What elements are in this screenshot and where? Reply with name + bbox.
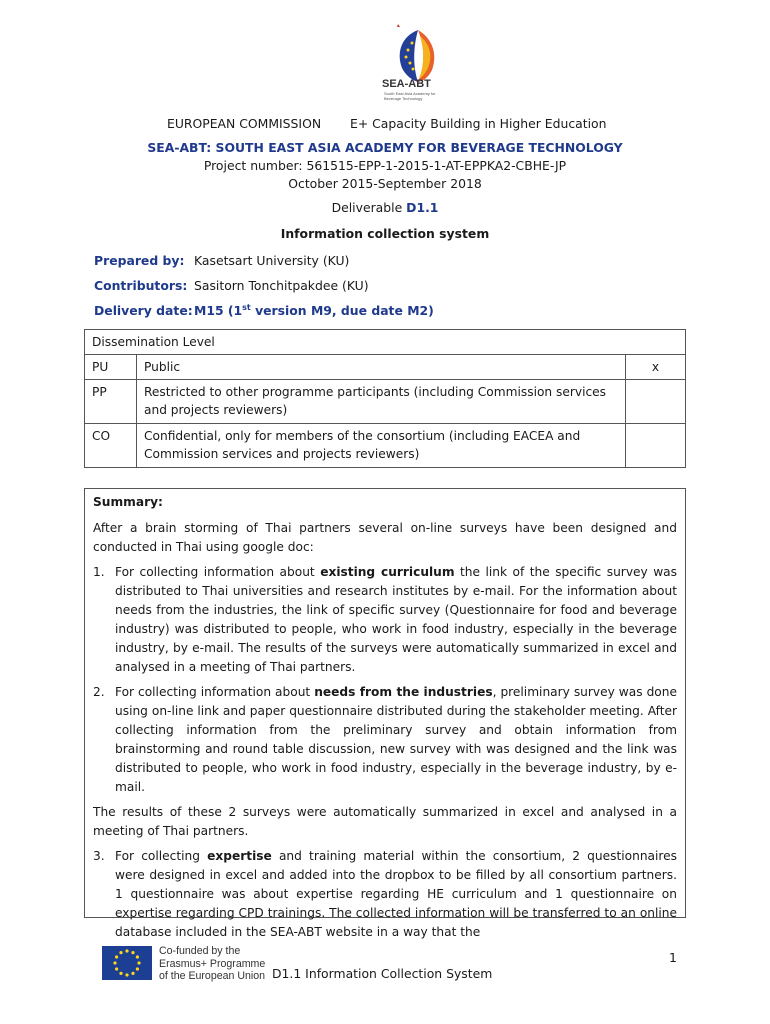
summary-middle: The results of these 2 surveys were automatically summarized in excel and analysed in a meeting of Thai partners. <box>93 805 677 838</box>
delivery-date-label: Delivery date: <box>94 303 193 318</box>
summary-intro: After a brain storming of Thai partners several on-line surveys have been designed and conducted in Thai using google doc: <box>93 521 677 554</box>
delivery-date-value: M15 (1st version M9, due date M2) <box>194 303 434 319</box>
summary-list-a <box>93 563 677 797</box>
contributors-value: Sasitorn Tonchitpakdee (KU) <box>194 278 369 293</box>
academy-title: SEA-ABT: SOUTH EAST ASIA ACADEMY FOR BEVERAGE TECHNOLOGY <box>147 140 623 155</box>
level-mark <box>626 424 686 468</box>
list-item: 3. For collecting expertise and training material within the consortium, 2 questionnaires were designed in excel and added into the dropbox to be filled by all consortium partners. 1 questionnaire was about expertise regarding HE curriculum and 1 questionnaire on expertise regarding CPD trainings. The collected information will be transferred to an online database included in the SEA-ABT website in a way that the <box>93 849 678 939</box>
deliverable-line <box>0 200 770 215</box>
level-mark <box>626 380 686 424</box>
eu-cofunding-label: Co-funded by the Erasmus+ Programme of the European Union <box>159 945 266 982</box>
dissemination-header-row <box>85 330 686 355</box>
logo-tagline-line-2: Beverage Technology <box>384 96 423 101</box>
project-number: Project number: 561515-EPP-1-2015-1-AT-EPPKA2-CBHE-JP <box>203 158 567 173</box>
level-code: PU <box>85 355 137 380</box>
level-mark: x <box>626 355 686 380</box>
level-description: Restricted to other programme participants (including Commission services and projects reviewers) <box>137 380 626 424</box>
table-row <box>85 380 686 424</box>
list-item: 1. For collecting information about existing curriculum the link of the specific survey was distributed to Thai universities and research institutes by e-mail. For the information about needs from the industries, the link of specific survey (Questionnaire for food and beverage industry) was distributed to people, who work in food industry, especially in the beverage industry, by e-mail. The results of the surveys were automatically summarized in excel and analysed in a meeting of Thai partners. <box>93 565 677 674</box>
programme-label: E+ Capacity Building in Higher Education <box>350 116 607 131</box>
deliverable-label: Deliverable <box>331 200 403 215</box>
list-item: 2. For collecting information about needs from the industries, preliminary survey was done using on-line link and paper questionnaire distributed during the stakeholder meeting. After collecting information from the preliminary survey and obtain information from brainstorming and round table discussion, new survey with was designed and the link was distributed to people, who work in food industry, especially in the beverage industry, by e-mail. <box>93 685 677 794</box>
level-code: PP <box>85 380 137 424</box>
summary-box <box>84 488 686 939</box>
eu-flag-icon <box>102 946 152 980</box>
page-number: 1 <box>669 950 677 965</box>
summary-list-b <box>93 847 677 942</box>
level-description: Public <box>137 355 626 380</box>
sea-abt-emblem-icon <box>378 22 458 102</box>
contributors-label: Contributors: <box>94 278 188 293</box>
sea-abt-logo <box>378 22 458 102</box>
logo-tagline <box>384 91 464 101</box>
dissemination-heading: Dissemination Level <box>85 330 686 355</box>
prepared-by-value: Kasetsart University (KU) <box>194 253 350 268</box>
table-row <box>85 355 686 380</box>
level-code: CO <box>85 424 137 468</box>
commission-label: EUROPEAN COMMISSION <box>167 116 322 131</box>
deliverable-id: D1.1 <box>406 200 439 215</box>
table-row <box>85 424 686 468</box>
project-period: October 2015-September 2018 <box>288 176 482 191</box>
summary-heading: Summary: <box>93 495 163 509</box>
logo-tagline-line-1: South East Asia Academy for <box>384 91 436 96</box>
document-title: Information collection system <box>280 226 490 241</box>
prepared-by-label: Prepared by: <box>94 253 185 268</box>
logo-wordmark: SEA-ABT <box>382 78 431 90</box>
dissemination-table <box>84 329 686 468</box>
footer-document-title: D1.1 Information Collection System <box>272 966 493 981</box>
level-description: Confidential, only for members of the consortium (including EACEA and Commission services and projects reviewers) <box>137 424 626 468</box>
